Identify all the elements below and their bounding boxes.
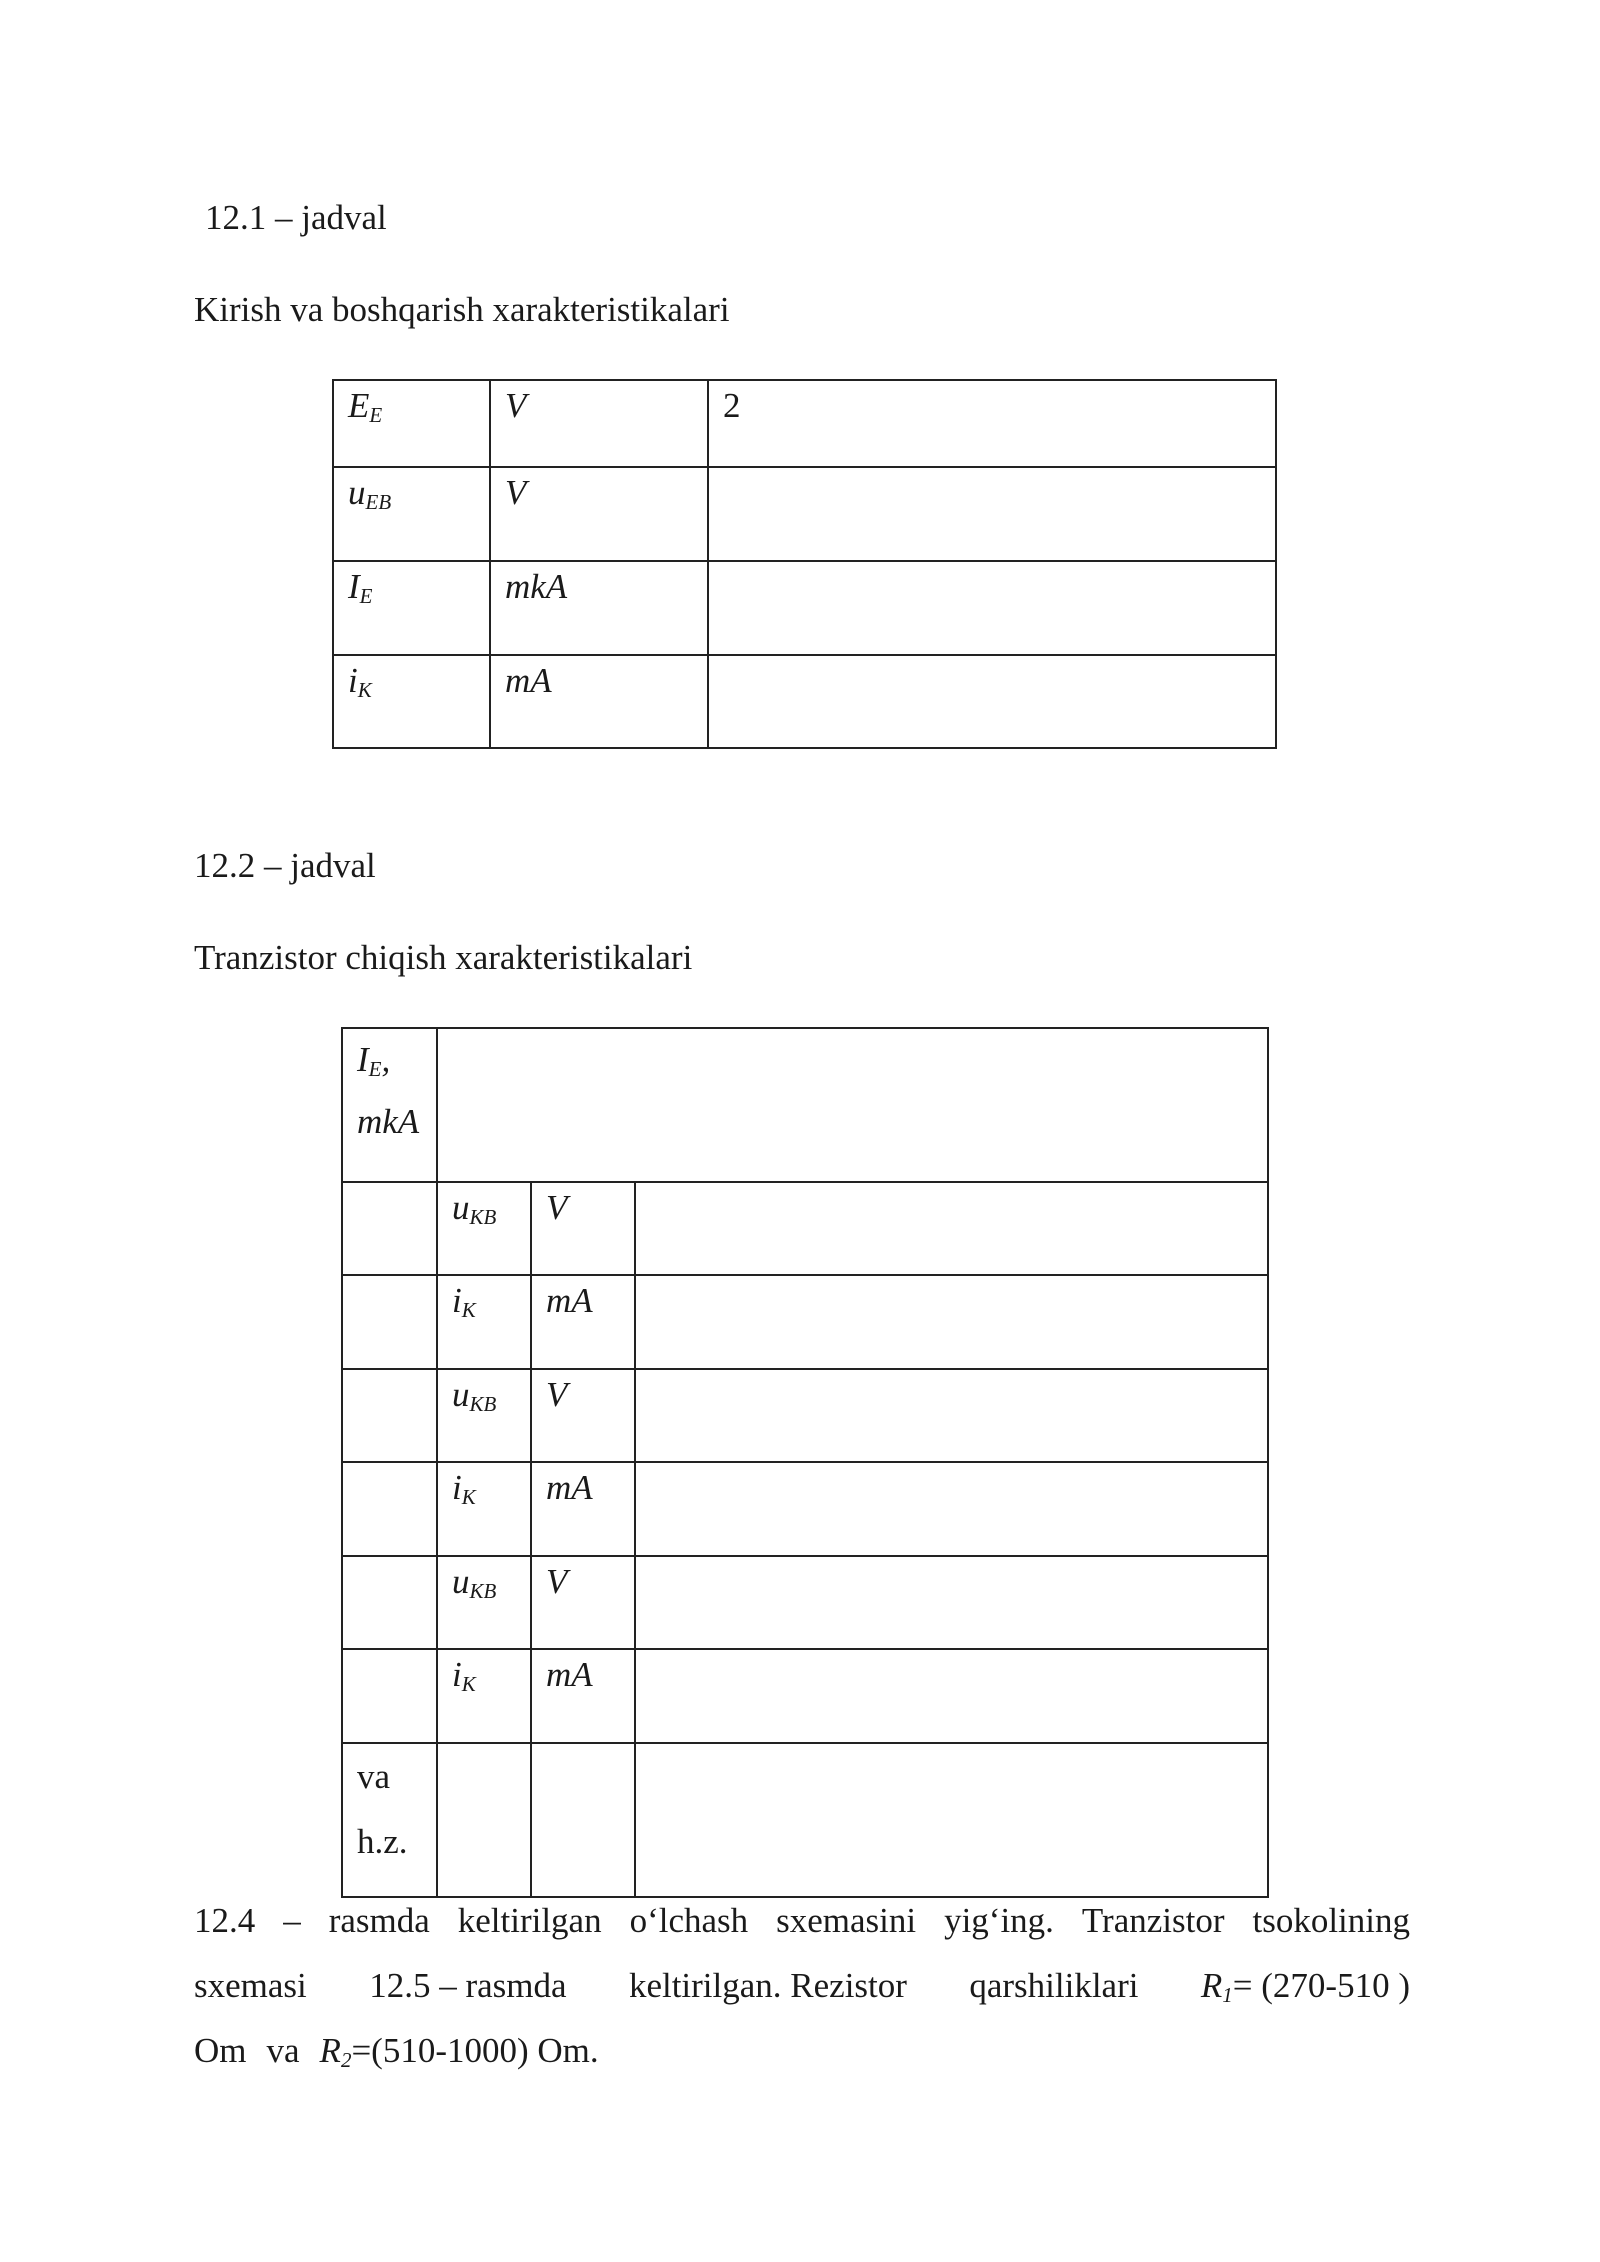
word: va [266, 2031, 300, 2070]
unit-cell: V [531, 1369, 635, 1462]
table-row [333, 655, 1276, 748]
index-cell [342, 1369, 437, 1462]
table1-title: Kirish va boshqarish xarakteristikalari [194, 290, 730, 329]
index-cell [342, 1462, 437, 1556]
paragraph-line-1 [194, 1888, 1410, 1953]
word: sxemasini [776, 1901, 917, 1940]
empty-cell [437, 1743, 531, 1897]
table-row [333, 380, 1276, 467]
table-footer-row [342, 1743, 1268, 1897]
symbol-cell: $E_E$ [333, 380, 490, 467]
value-cell [635, 1556, 1268, 1649]
symbol-cell: $i_K$ [437, 1275, 531, 1369]
word: 12.5 – rasmda [369, 1966, 567, 2005]
unit-cell: V [490, 467, 708, 561]
word: keltirilgan. Rezistor [628, 1966, 907, 2005]
symbol-cell: $u_{EB}$ [333, 467, 490, 561]
value-cell [635, 1649, 1268, 1743]
unit-cell: mA [490, 655, 708, 748]
word: o‘lchash [629, 1901, 749, 1940]
value-cell [708, 467, 1276, 561]
value-cell [635, 1462, 1268, 1556]
table-row [333, 561, 1276, 655]
value-cell [708, 655, 1276, 748]
symbol-cell: $i_K$ [437, 1462, 531, 1556]
index-cell [342, 1649, 437, 1743]
unit-cell: V [490, 380, 708, 467]
table2-title: Tranzistor chiqish xarakteristikalari [194, 938, 693, 977]
symbol-cell: $u_{KB}$ [437, 1556, 531, 1649]
value-cell [635, 1182, 1268, 1275]
paragraph-line-2 [194, 1953, 1410, 2018]
word: yig‘ing. [944, 1901, 1054, 1940]
index-cell [342, 1275, 437, 1369]
word: tsokolining [1252, 1901, 1410, 1940]
unit-cell: V [531, 1556, 635, 1649]
word: rasmda [328, 1901, 430, 1940]
table-header-row [342, 1028, 1268, 1182]
value-cell: 2 [708, 380, 1276, 467]
word: – [283, 1901, 301, 1940]
word: Om [194, 2031, 247, 2070]
footer-note-cell: va h.z. [342, 1743, 437, 1897]
table2 [341, 1027, 1269, 1898]
value-cell [708, 561, 1276, 655]
value-cell [635, 1275, 1268, 1369]
empty-cell [531, 1743, 635, 1897]
paragraph-line-3 [194, 2018, 1410, 2083]
index-cell [342, 1182, 437, 1275]
index-cell [342, 1556, 437, 1649]
symbol-cell: $i_K$ [437, 1649, 531, 1743]
symbol-cell: $i_K$ [333, 655, 490, 748]
table1 [332, 379, 1277, 749]
table-row [342, 1369, 1268, 1462]
table2-caption: 12.2 – jadval [194, 846, 376, 885]
word: Tranzistor [1081, 1901, 1225, 1940]
unit-cell: mA [531, 1275, 635, 1369]
symbol-cell: $u_{KB}$ [437, 1182, 531, 1275]
table-row [342, 1649, 1268, 1743]
table-row [342, 1275, 1268, 1369]
unit-cell: V [531, 1182, 635, 1275]
word: 12.4 [194, 1901, 256, 1940]
r2-expression: $R_2=(510-1000)$ Om. [319, 2031, 599, 2072]
empty-cell [635, 1743, 1268, 1897]
unit-cell: mA [531, 1462, 635, 1556]
word: qarshiliklari [969, 1966, 1139, 2005]
table-row [342, 1556, 1268, 1649]
value-cell [635, 1369, 1268, 1462]
unit-cell: mkA [490, 561, 708, 655]
header-value-cell [437, 1028, 1268, 1182]
table-row [342, 1182, 1268, 1275]
word: keltirilgan [457, 1901, 602, 1940]
instruction-paragraph [194, 1888, 1410, 2083]
symbol-cell: $I_E$ [333, 561, 490, 655]
symbol-cell: $u_{KB}$ [437, 1369, 531, 1462]
unit-cell: mA [531, 1649, 635, 1743]
table1-caption: 12.1 – jadval [205, 198, 387, 237]
table-row [333, 467, 1276, 561]
table-row [342, 1462, 1268, 1556]
header-symbol-cell: $I_E$, mkA [342, 1028, 437, 1182]
r1-expression: $R_1= (270-510$ ) [1200, 1966, 1410, 2007]
word: sxemasi [194, 1966, 307, 2005]
